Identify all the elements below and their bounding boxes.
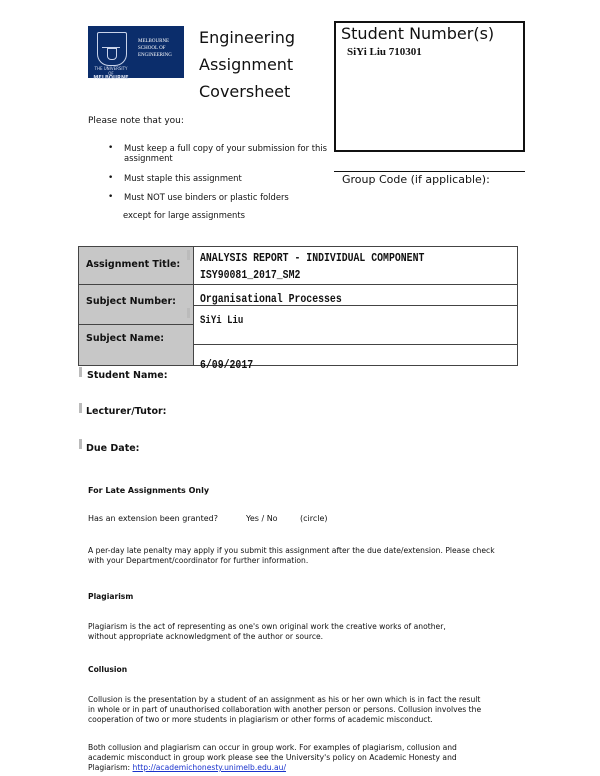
field-marker xyxy=(187,250,190,260)
field-marker xyxy=(187,308,190,318)
subject-name-label: Subject Name: xyxy=(86,333,165,344)
list-item: • Must staple this assignment xyxy=(108,173,334,183)
subject-number-label: Subject Number: xyxy=(86,296,176,307)
subject-number-value: Organisational Processes xyxy=(200,292,342,306)
group-code-label: Group Code (if applicable): xyxy=(342,173,490,186)
notice-intro: Please note that you: xyxy=(88,116,184,126)
extension-options: Yes / No xyxy=(246,514,278,523)
extension-question: Has an extension been granted? xyxy=(88,514,218,523)
academic-honesty-link[interactable]: http://academichonesty.unimelb.edu.au/ xyxy=(132,763,287,772)
logo-university-text: THE UNIVERSITY OF MELBOURNE xyxy=(93,66,129,81)
lecturer-tutor-label: Lecturer/Tutor: xyxy=(86,406,167,417)
plagiarism-heading: Plagiarism xyxy=(88,592,134,601)
student-number-label: Student Number(s) xyxy=(341,24,495,43)
field-marker xyxy=(79,367,82,377)
due-date-value: 6/09/2017 xyxy=(200,358,254,372)
table-divider xyxy=(78,324,193,325)
table-divider xyxy=(193,344,518,345)
student-name-value: SiYi Liu xyxy=(200,315,244,327)
assignment-title-label: Assignment Title: xyxy=(86,259,181,270)
collusion-heading: Collusion xyxy=(88,665,128,674)
field-marker xyxy=(79,403,82,413)
page-title: Engineering Assignment Coversheet xyxy=(199,28,295,101)
late-assignments-heading: For Late Assignments Only xyxy=(88,486,210,495)
extension-circle-note: (circle) xyxy=(300,514,328,523)
student-number-value: SiYi Liu 710301 xyxy=(347,46,422,58)
field-marker xyxy=(79,439,82,449)
group-work-text: Both collusion and plagiarism can occur in group work. For examples of plagiarism, collusion and academic misconduct in group work please see the University's policy on Academic Honesty and Plagiarism: http://academichonesty.unimelb.edu.au/ xyxy=(88,743,457,772)
list-item-continuation: except for large assignments xyxy=(123,210,245,220)
assignment-title-value: ANALYSIS REPORT - INDIVIDUAL COMPONENT xyxy=(200,251,425,265)
table-divider xyxy=(193,247,194,365)
plagiarism-text: Plagiarism is the act of representing as one's own original work the creative works of another, without appropriate acknowledgment of the author or source. xyxy=(88,622,446,641)
table-divider xyxy=(78,284,518,285)
crest-icon xyxy=(97,32,127,66)
logo-school-text: MELBOURNE SCHOOL OF ENGINEERING xyxy=(138,39,172,58)
assignment-code-value: ISY90081_2017_SM2 xyxy=(200,268,301,282)
university-logo xyxy=(88,26,184,81)
list-item: • Must NOT use binders or plastic folders xyxy=(108,192,334,202)
late-penalty-text: A per-day late penalty may apply if you submit this assignment after the due date/extension. Please check with your Department/coordinator for further information. xyxy=(88,546,495,565)
collusion-text: Collusion is the presentation by a student of an assignment as his or her own which is in fact the result in whole or in part of unauthorised collaboration with another person or persons. Collusion involves the cooperation of two or more students in plagiarism or other forms of academic misconduct. xyxy=(88,695,482,724)
student-name-label: Student Name: xyxy=(87,370,168,381)
group-code-divider xyxy=(334,171,525,172)
due-date-label: Due Date: xyxy=(86,443,140,454)
list-item: • Must keep a full copy of your submission for this assignment xyxy=(108,143,334,163)
